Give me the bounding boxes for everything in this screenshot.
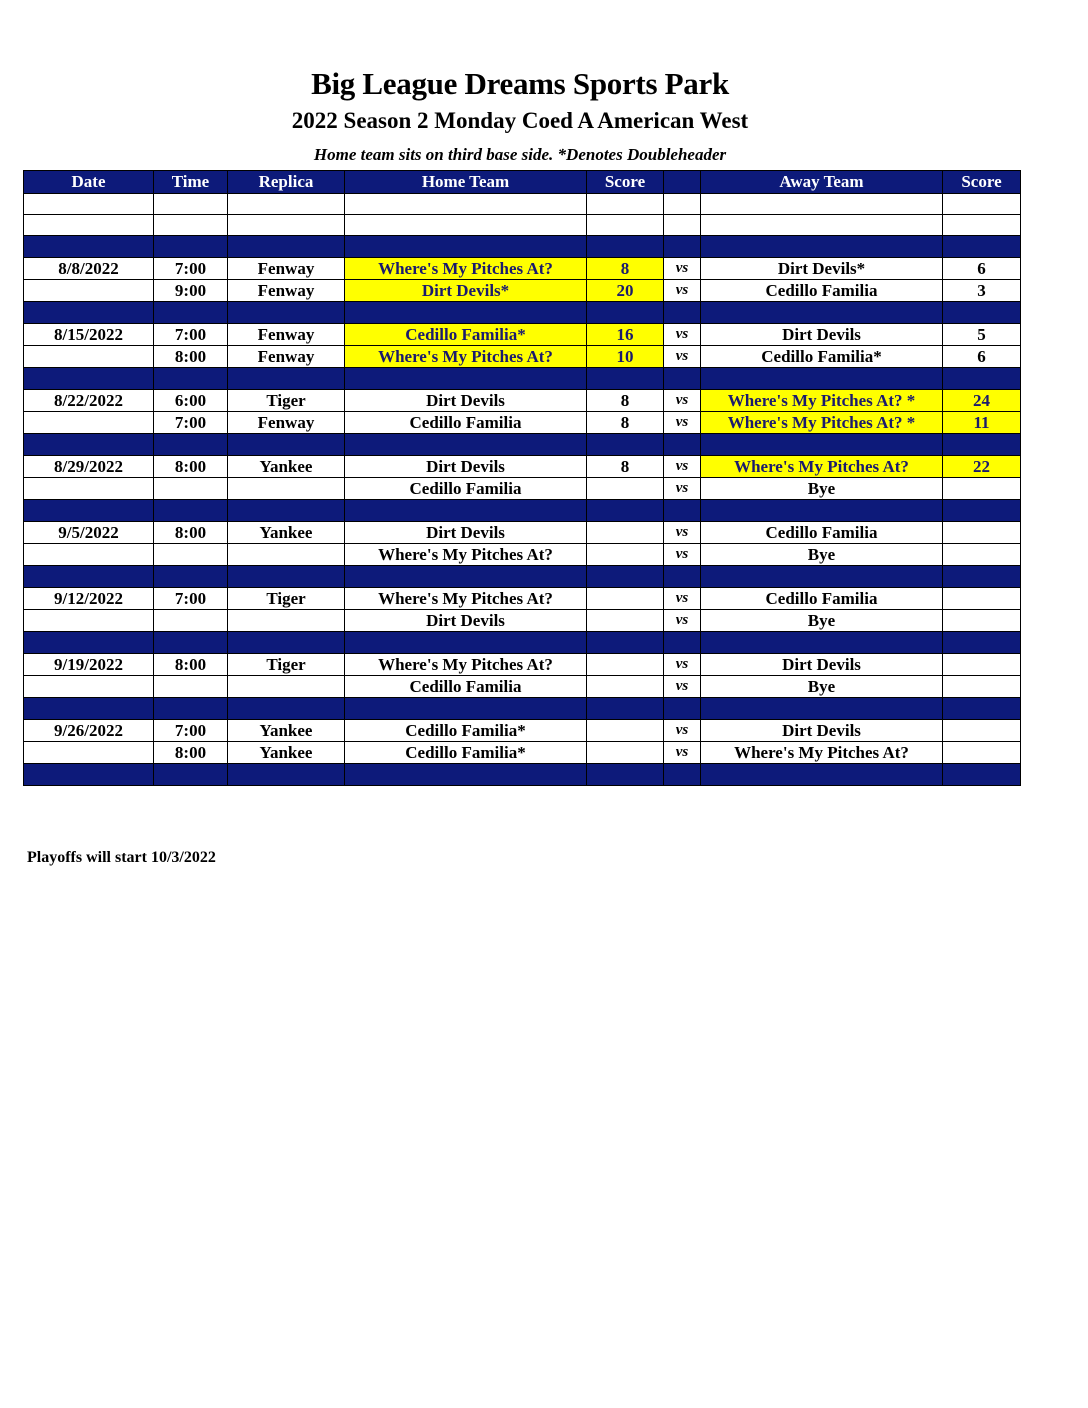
- cell-home-team: Dirt Devils: [345, 610, 587, 632]
- schedule-table: [23, 170, 1021, 786]
- cell-away-team: Where's My Pitches At? *: [701, 412, 943, 434]
- cell-time: 7:00: [154, 258, 228, 280]
- empty-cell: [228, 764, 345, 786]
- cell-replica: Tiger: [228, 390, 345, 412]
- empty-cell: [228, 500, 345, 522]
- cell-away-score: [943, 478, 1021, 500]
- cell-vs: vs: [664, 544, 701, 566]
- empty-cell: [24, 764, 154, 786]
- empty-cell: [345, 698, 587, 720]
- empty-cell: [154, 236, 228, 258]
- game-row: [24, 324, 1021, 346]
- cell-time: 7:00: [154, 324, 228, 346]
- empty-cell: [664, 368, 701, 390]
- cell-away-team: Cedillo Familia*: [701, 346, 943, 368]
- empty-cell: [154, 434, 228, 456]
- cell-away-team: Cedillo Familia: [701, 588, 943, 610]
- cell-replica: [228, 676, 345, 698]
- cell-home-score: 8: [587, 412, 664, 434]
- empty-cell: [664, 566, 701, 588]
- empty-cell: [587, 368, 664, 390]
- cell-time: 9:00: [154, 280, 228, 302]
- empty-cell: [943, 236, 1021, 258]
- game-row: [24, 544, 1021, 566]
- cell-date: [24, 280, 154, 302]
- empty-cell: [943, 566, 1021, 588]
- cell-away-score: [943, 654, 1021, 676]
- game-row: [24, 456, 1021, 478]
- cell-home-team: Where's My Pitches At?: [345, 346, 587, 368]
- empty-cell: [345, 302, 587, 324]
- empty-cell: [345, 236, 587, 258]
- cell-home-score: [587, 610, 664, 632]
- empty-cell: [154, 764, 228, 786]
- week-divider-row: [24, 302, 1021, 324]
- empty-cell: [154, 566, 228, 588]
- cell-home-score: [587, 720, 664, 742]
- empty-cell: [228, 302, 345, 324]
- empty-cell: [664, 500, 701, 522]
- cell-vs: vs: [664, 588, 701, 610]
- cell-time: 7:00: [154, 588, 228, 610]
- column-header-home-team: Home Team: [345, 171, 587, 194]
- week-divider-row: [24, 764, 1021, 786]
- cell-date: 8/15/2022: [24, 324, 154, 346]
- empty-cell: [587, 698, 664, 720]
- cell-home-score: [587, 676, 664, 698]
- cell-replica: Fenway: [228, 324, 345, 346]
- empty-cell: [345, 368, 587, 390]
- game-row: [24, 280, 1021, 302]
- cell-replica: Yankee: [228, 720, 345, 742]
- cell-replica: Tiger: [228, 588, 345, 610]
- week-divider-row: [24, 236, 1021, 258]
- empty-cell: [701, 632, 943, 654]
- game-row: [24, 412, 1021, 434]
- cell-away-score: 3: [943, 280, 1021, 302]
- game-row: [24, 258, 1021, 280]
- cell-away-score: [943, 588, 1021, 610]
- cell-home-team: Cedillo Familia*: [345, 324, 587, 346]
- cell-home-team: Cedillo Familia*: [345, 742, 587, 764]
- cell-home-score: 16: [587, 324, 664, 346]
- empty-cell: [154, 194, 228, 215]
- empty-cell: [24, 434, 154, 456]
- empty-cell: [943, 632, 1021, 654]
- cell-away-team: Where's My Pitches At? *: [701, 390, 943, 412]
- cell-home-team: Dirt Devils: [345, 522, 587, 544]
- cell-replica: [228, 610, 345, 632]
- page-note: Home team sits on third base side. *Denotes Doubleheader: [313, 145, 727, 164]
- cell-home-score: 20: [587, 280, 664, 302]
- cell-home-score: [587, 654, 664, 676]
- empty-cell: [943, 368, 1021, 390]
- empty-cell: [664, 236, 701, 258]
- cell-date: 9/12/2022: [24, 588, 154, 610]
- cell-away-team: Bye: [701, 676, 943, 698]
- cell-time: 8:00: [154, 346, 228, 368]
- cell-home-score: [587, 478, 664, 500]
- empty-cell: [24, 368, 154, 390]
- empty-cell: [943, 698, 1021, 720]
- cell-away-team: Cedillo Familia: [701, 280, 943, 302]
- empty-cell: [154, 302, 228, 324]
- cell-home-team: Where's My Pitches At?: [345, 654, 587, 676]
- empty-cell: [154, 368, 228, 390]
- blank-row: [24, 194, 1021, 215]
- cell-away-team: Where's My Pitches At?: [701, 456, 943, 478]
- empty-cell: [228, 194, 345, 215]
- empty-cell: [701, 302, 943, 324]
- cell-time: 8:00: [154, 654, 228, 676]
- cell-home-score: [587, 544, 664, 566]
- game-row: [24, 742, 1021, 764]
- cell-date: 8/22/2022: [24, 390, 154, 412]
- empty-cell: [943, 215, 1021, 236]
- empty-cell: [701, 194, 943, 215]
- empty-cell: [24, 698, 154, 720]
- empty-cell: [345, 194, 587, 215]
- empty-cell: [943, 500, 1021, 522]
- empty-cell: [154, 215, 228, 236]
- empty-cell: [664, 632, 701, 654]
- cell-vs: vs: [664, 676, 701, 698]
- cell-vs: vs: [664, 478, 701, 500]
- empty-cell: [701, 698, 943, 720]
- column-header-replica: Replica: [228, 171, 345, 194]
- column-header-away-team: Away Team: [701, 171, 943, 194]
- cell-vs: vs: [664, 412, 701, 434]
- empty-cell: [24, 500, 154, 522]
- cell-away-team: Dirt Devils: [701, 654, 943, 676]
- empty-cell: [228, 236, 345, 258]
- cell-home-team: Where's My Pitches At?: [345, 258, 587, 280]
- empty-cell: [943, 194, 1021, 215]
- game-row: [24, 676, 1021, 698]
- cell-date: [24, 544, 154, 566]
- empty-cell: [587, 434, 664, 456]
- empty-cell: [345, 764, 587, 786]
- empty-cell: [664, 215, 701, 236]
- cell-away-team: Bye: [701, 544, 943, 566]
- cell-away-score: 5: [943, 324, 1021, 346]
- cell-home-score: 8: [587, 390, 664, 412]
- page-title: Big League Dreams Sports Park: [311, 66, 729, 101]
- cell-replica: Yankee: [228, 742, 345, 764]
- cell-away-score: [943, 742, 1021, 764]
- cell-vs: vs: [664, 258, 701, 280]
- cell-replica: Fenway: [228, 346, 345, 368]
- cell-time: 8:00: [154, 522, 228, 544]
- empty-cell: [228, 698, 345, 720]
- empty-cell: [345, 434, 587, 456]
- week-divider-row: [24, 566, 1021, 588]
- empty-cell: [154, 632, 228, 654]
- cell-vs: vs: [664, 346, 701, 368]
- empty-cell: [228, 434, 345, 456]
- week-divider-row: [24, 500, 1021, 522]
- cell-home-team: Cedillo Familia: [345, 676, 587, 698]
- cell-home-team: Cedillo Familia: [345, 478, 587, 500]
- cell-time: [154, 676, 228, 698]
- cell-replica: [228, 544, 345, 566]
- playoffs-note: Playoffs will start 10/3/2022: [27, 849, 216, 866]
- cell-home-score: [587, 522, 664, 544]
- empty-cell: [943, 764, 1021, 786]
- game-row: [24, 588, 1021, 610]
- empty-cell: [228, 368, 345, 390]
- schedule-body: [24, 194, 1021, 786]
- empty-cell: [587, 764, 664, 786]
- game-row: [24, 654, 1021, 676]
- empty-cell: [228, 566, 345, 588]
- cell-home-score: [587, 742, 664, 764]
- game-row: [24, 478, 1021, 500]
- cell-date: [24, 742, 154, 764]
- cell-home-team: Where's My Pitches At?: [345, 544, 587, 566]
- cell-away-team: Cedillo Familia: [701, 522, 943, 544]
- empty-cell: [154, 500, 228, 522]
- empty-cell: [701, 215, 943, 236]
- cell-home-team: Dirt Devils*: [345, 280, 587, 302]
- empty-cell: [664, 764, 701, 786]
- week-divider-row: [24, 368, 1021, 390]
- empty-cell: [701, 566, 943, 588]
- week-divider-row: [24, 698, 1021, 720]
- cell-away-team: Dirt Devils*: [701, 258, 943, 280]
- empty-cell: [228, 632, 345, 654]
- cell-replica: Fenway: [228, 412, 345, 434]
- cell-away-score: 11: [943, 412, 1021, 434]
- cell-replica: Fenway: [228, 258, 345, 280]
- empty-cell: [701, 434, 943, 456]
- empty-cell: [701, 236, 943, 258]
- game-row: [24, 720, 1021, 742]
- game-row: [24, 346, 1021, 368]
- empty-cell: [664, 302, 701, 324]
- empty-cell: [24, 566, 154, 588]
- empty-cell: [701, 764, 943, 786]
- cell-home-team: Dirt Devils: [345, 390, 587, 412]
- empty-cell: [664, 434, 701, 456]
- cell-time: [154, 610, 228, 632]
- cell-vs: vs: [664, 324, 701, 346]
- cell-replica: Yankee: [228, 456, 345, 478]
- page-subtitle: 2022 Season 2 Monday Coed A American West: [291, 108, 749, 133]
- cell-replica: [228, 478, 345, 500]
- cell-home-team: Cedillo Familia: [345, 412, 587, 434]
- cell-date: 9/5/2022: [24, 522, 154, 544]
- week-divider-row: [24, 434, 1021, 456]
- cell-date: [24, 610, 154, 632]
- empty-cell: [24, 194, 154, 215]
- week-divider-row: [24, 632, 1021, 654]
- empty-cell: [664, 194, 701, 215]
- column-header-home-score: Score: [587, 171, 664, 194]
- cell-date: [24, 412, 154, 434]
- cell-home-score: 8: [587, 456, 664, 478]
- cell-away-score: [943, 522, 1021, 544]
- empty-cell: [345, 500, 587, 522]
- cell-date: 9/19/2022: [24, 654, 154, 676]
- cell-away-score: 24: [943, 390, 1021, 412]
- cell-away-team: Where's My Pitches At?: [701, 742, 943, 764]
- empty-cell: [587, 215, 664, 236]
- cell-date: 9/26/2022: [24, 720, 154, 742]
- cell-time: 8:00: [154, 742, 228, 764]
- cell-home-score: 10: [587, 346, 664, 368]
- cell-away-team: Dirt Devils: [701, 324, 943, 346]
- cell-home-team: Where's My Pitches At?: [345, 588, 587, 610]
- cell-away-team: Bye: [701, 610, 943, 632]
- empty-cell: [24, 236, 154, 258]
- empty-cell: [943, 302, 1021, 324]
- column-header-date: Date: [24, 171, 154, 194]
- table-header-row: [24, 171, 1021, 194]
- empty-cell: [345, 632, 587, 654]
- cell-time: 7:00: [154, 412, 228, 434]
- cell-away-team: Dirt Devils: [701, 720, 943, 742]
- column-header-away-score: Score: [943, 171, 1021, 194]
- cell-away-score: [943, 610, 1021, 632]
- empty-cell: [154, 698, 228, 720]
- column-header-vs: [664, 171, 701, 194]
- cell-date: 8/29/2022: [24, 456, 154, 478]
- cell-home-team: Cedillo Familia*: [345, 720, 587, 742]
- cell-time: [154, 478, 228, 500]
- cell-date: 8/8/2022: [24, 258, 154, 280]
- cell-vs: vs: [664, 742, 701, 764]
- cell-replica: Tiger: [228, 654, 345, 676]
- empty-cell: [345, 215, 587, 236]
- empty-cell: [587, 236, 664, 258]
- cell-home-score: [587, 588, 664, 610]
- column-header-time: Time: [154, 171, 228, 194]
- game-row: [24, 522, 1021, 544]
- cell-vs: vs: [664, 522, 701, 544]
- cell-away-team: Bye: [701, 478, 943, 500]
- empty-cell: [228, 215, 345, 236]
- cell-date: [24, 346, 154, 368]
- cell-away-score: 6: [943, 258, 1021, 280]
- cell-vs: vs: [664, 456, 701, 478]
- game-row: [24, 610, 1021, 632]
- cell-date: [24, 676, 154, 698]
- cell-vs: vs: [664, 654, 701, 676]
- cell-time: 8:00: [154, 456, 228, 478]
- cell-date: [24, 478, 154, 500]
- cell-time: [154, 544, 228, 566]
- cell-away-score: [943, 544, 1021, 566]
- empty-cell: [24, 215, 154, 236]
- cell-vs: vs: [664, 610, 701, 632]
- cell-vs: vs: [664, 280, 701, 302]
- empty-cell: [943, 434, 1021, 456]
- game-row: [24, 390, 1021, 412]
- empty-cell: [701, 368, 943, 390]
- cell-replica: Fenway: [228, 280, 345, 302]
- cell-away-score: [943, 720, 1021, 742]
- empty-cell: [587, 194, 664, 215]
- cell-away-score: 6: [943, 346, 1021, 368]
- empty-cell: [587, 500, 664, 522]
- cell-vs: vs: [664, 390, 701, 412]
- cell-home-score: 8: [587, 258, 664, 280]
- empty-cell: [587, 302, 664, 324]
- empty-cell: [24, 302, 154, 324]
- cell-away-score: [943, 676, 1021, 698]
- cell-time: 7:00: [154, 720, 228, 742]
- empty-cell: [587, 566, 664, 588]
- cell-replica: Yankee: [228, 522, 345, 544]
- empty-cell: [701, 500, 943, 522]
- cell-home-team: Dirt Devils: [345, 456, 587, 478]
- empty-cell: [24, 632, 154, 654]
- empty-cell: [345, 566, 587, 588]
- cell-away-score: 22: [943, 456, 1021, 478]
- blank-row: [24, 215, 1021, 236]
- empty-cell: [664, 698, 701, 720]
- cell-time: 6:00: [154, 390, 228, 412]
- cell-vs: vs: [664, 720, 701, 742]
- empty-cell: [587, 632, 664, 654]
